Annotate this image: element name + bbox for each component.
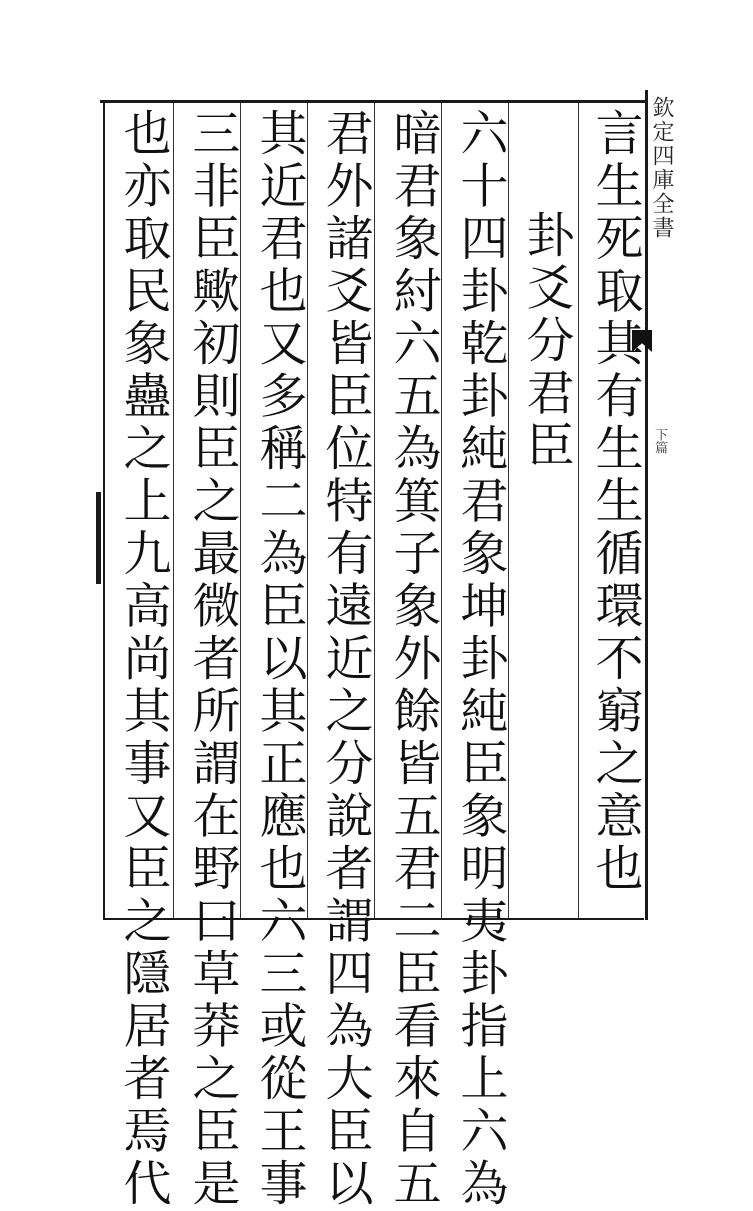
section-heading: 卦爻分君臣 (518, 210, 574, 473)
text-column-4: 暗君象紂六五為箕子象外餘皆五君二臣看來自五 (385, 108, 441, 1211)
section-mark: 下篇 (652, 428, 667, 454)
text-column-7: 三非臣歟初則臣之最微者所謂在野曰草莽之臣是 (184, 108, 240, 1211)
ink-mark (96, 492, 101, 584)
text-column-5: 君外諸爻皆臣位特有遠近之分說者謂四為大臣以 (317, 108, 373, 1211)
text-column-8: 也亦取民象蠱之上九高尚其事又臣之隱居者焉代 (115, 108, 171, 1211)
text-column-3: 六十四卦乾卦純君象坤卦純臣象明夷卦指上六為 (452, 108, 508, 1211)
column-divider (173, 103, 174, 918)
text-column-1: 言生死取其有生生循環不窮之意也 (587, 108, 643, 896)
column-divider (578, 103, 579, 918)
frame-left-rule (103, 100, 105, 920)
text-column-6: 其近君也又多稱二為臣以其正應也六三或從王事 (251, 108, 307, 1211)
book-title: 欽定四庫全書 (649, 96, 674, 240)
